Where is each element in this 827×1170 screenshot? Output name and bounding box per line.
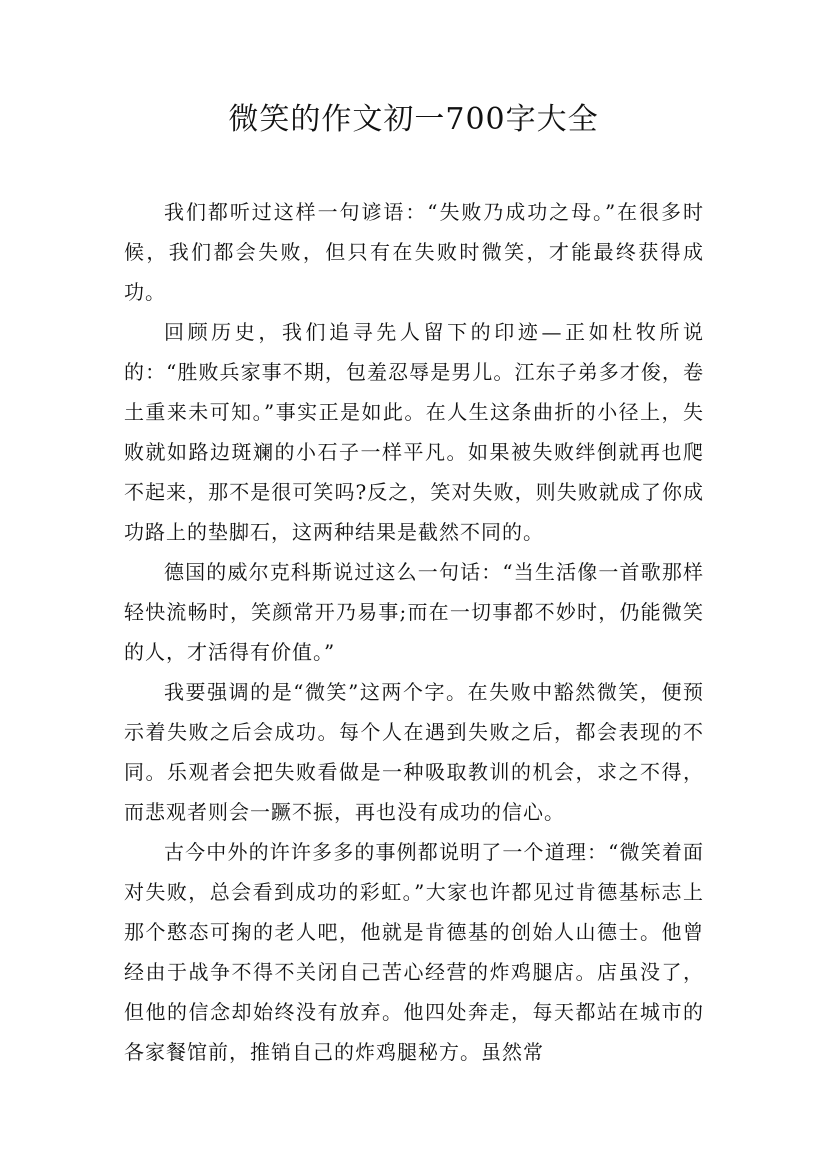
paragraph-4: 我要强调的是“微笑”这两个字。在失败中豁然微笑，便预示着失败之后会成功。每个人在遇到失败之后，都会表现的不同。乐观者会把失败看做是一种吸取教训的机会，求之不得，而悲观者则会一蹶不振，再也没有成功的信心。 xyxy=(124,680,704,824)
document-title: 微笑的作文初一700字大全 xyxy=(228,102,599,137)
paragraph-2: 回顾历史，我们追寻先人留下的印迹—正如杜牧所说的：“胜败兵家事不期，包羞忍辱是男儿。江东子弟多才俊，卷土重来未可知。”事实正是如此。在人生这条曲折的小径上，失败就如路边斑斓的小石子一样平凡。如果被失败绊倒就再也爬不起来，那不是很可笑吗?反之，笑对失败，则失败就成了你成功路上的垫脚石，这两种结果是截然不同的。 xyxy=(124,320,704,544)
document-body xyxy=(124,192,704,1072)
paragraph-3: 德国的威尔克科斯说过这么一句话：“当生活像一首歌那样轻快流畅时，笑颜常开乃易事;而在一切事都不妙时，仍能微笑的人，才活得有价值。” xyxy=(124,560,704,664)
paragraph-5: 古今中外的许许多多的事例都说明了一个道理：“微笑着面对失败，总会看到成功的彩虹。”大家也许都见过肯德基标志上那个憨态可掬的老人吧，他就是肯德基的创始人山德士。他曾经由于战争不得不关闭自己苦心经营的炸鸡腿店。店虽没了，但他的信念却始终没有放弃。他四处奔走，每天都站在城市的各家餐馆前，推销自己的炸鸡腿秘方。虽然常 xyxy=(124,840,704,1064)
paragraph-1: 我们都听过这样一句谚语：“失败乃成功之母。”在很多时候，我们都会失败，但只有在失败时微笑，才能最终获得成功。 xyxy=(124,200,704,304)
